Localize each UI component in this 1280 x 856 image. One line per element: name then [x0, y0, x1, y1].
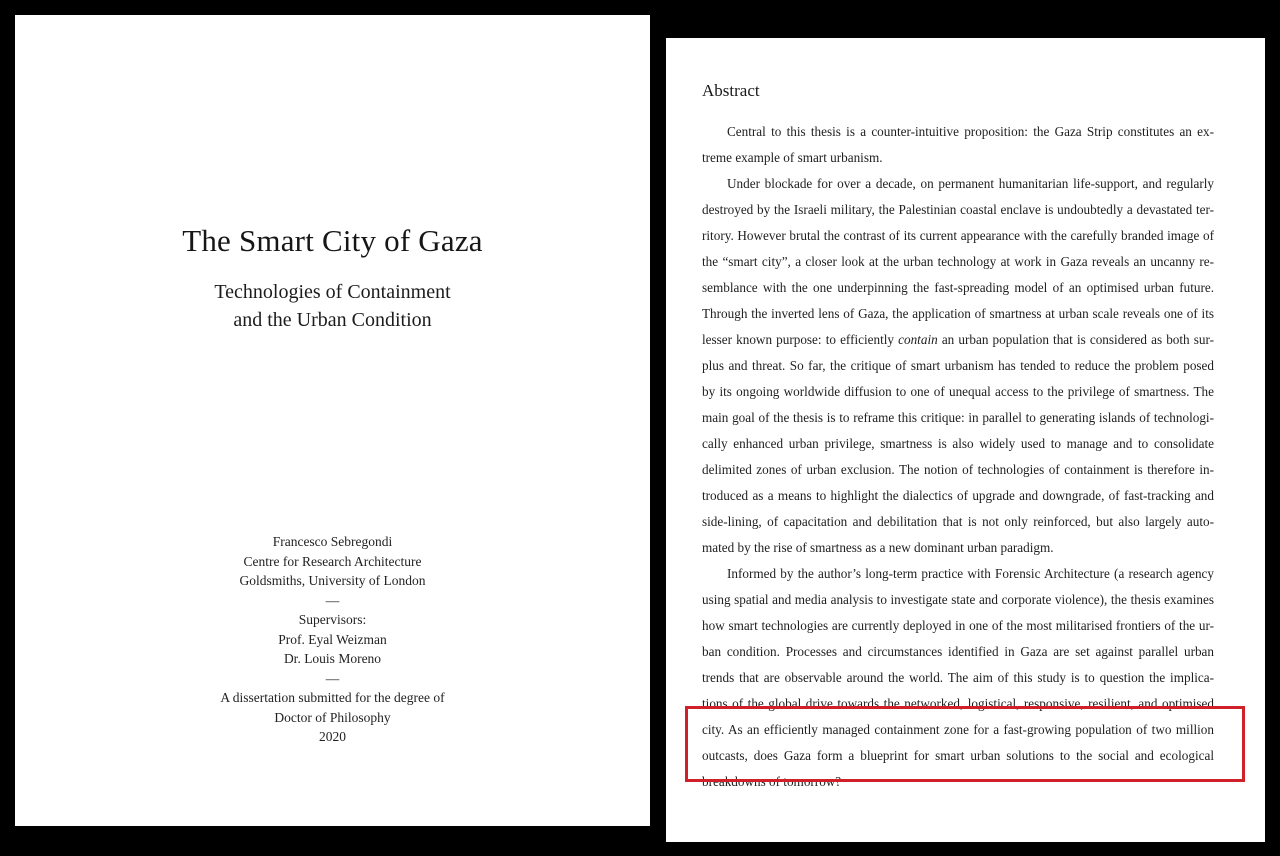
supervisor-1: Prof. Eyal Weizman	[278, 631, 387, 647]
abstract-line: troduced as a means to highlight the dialectics of upgrade and downgrade, of fast-tracking and	[702, 488, 1214, 503]
abstract-line: delimited zones of urban exclusion. The notion of technologies of containment is therefore in-	[702, 462, 1214, 477]
thesis-title: The Smart City of Gaza	[182, 223, 483, 258]
supervisors-label: Supervisors:	[298, 612, 367, 627]
supervisor-2: Dr. Louis Moreno	[283, 651, 382, 666]
abstract-line: tions of the global drive towards the networked, logistical, responsive, resilient, and optimised	[702, 696, 1214, 711]
highlight-box	[685, 706, 1245, 782]
separator: —	[325, 670, 340, 686]
abstract-line: main goal of the thesis is to reframe this critique: in parallel to generating islands of technologi-	[702, 410, 1214, 425]
abstract-line: ritory. However brutal the contrast of its current appearance with the carefully branded image of	[702, 228, 1214, 243]
abstract-line: semblance with the one underpinning the fast-spreading model of an optimised urban future.	[702, 280, 1214, 295]
abstract-text: an urban population that is considered as both sur-	[937, 332, 1215, 347]
abstract-heading: Abstract	[702, 81, 760, 100]
abstract-line: trends that are observable around the world. The aim of this study is to question the implica-	[702, 670, 1214, 685]
abstract-line: outcasts, does Gaza form a blueprint for smart urban solutions to the social and ecological	[702, 748, 1214, 763]
abstract-line: Under blockade for over a decade, on permanent humanitarian life-support, and regularly	[727, 176, 1214, 191]
abstract-body	[702, 119, 1214, 795]
abstract-line: breakdowns of tomorrow?	[702, 774, 842, 789]
subtitle-line-1: Technologies of Containment	[214, 281, 451, 303]
abstract-line: Through the inverted lens of Gaza, the application of smartness at urban scale reveals one of its	[702, 306, 1214, 321]
abstract-line: Central to this thesis is a counter-intuitive proposition: the Gaza Strip constitutes an ex-	[727, 124, 1214, 139]
abstract-line: city. As an efficiently managed containment zone for a fast-growing population of two million	[702, 722, 1214, 737]
degree-line-1: A dissertation submitted for the degree of	[220, 690, 445, 705]
thesis-metadata	[15, 532, 650, 747]
abstract-line: ban condition. Processes and circumstances identified in Gaza are set against parallel urban	[702, 644, 1214, 659]
author-name: Francesco Sebregondi	[272, 534, 393, 549]
institution: Goldsmiths, University of London	[239, 573, 426, 588]
abstract-line: using spatial and media analysis to investigate state and corporate violence), the thesis examines	[702, 592, 1214, 607]
year: 2020	[319, 729, 346, 744]
abstract-line: how smart technologies are currently deployed in one of the most militarised frontiers of the ur-	[702, 618, 1214, 633]
emphasis-contain: contain	[898, 332, 938, 347]
degree-line-2: Doctor of Philosophy	[274, 709, 391, 725]
separator: —	[325, 592, 340, 608]
abstract-line: cally enhanced urban privilege, smartness is also widely used to manage and to consolidate	[702, 436, 1214, 451]
abstract-line: the “smart city”, a closer look at the urban technology at work in Gaza reveals an uncanny re-	[702, 254, 1214, 269]
abstract-line: treme example of smart urbanism.	[702, 150, 883, 165]
abstract-line: mated by the rise of smartness as a new dominant urban paradigm.	[702, 540, 1054, 555]
title-page	[15, 15, 650, 826]
abstract-line: by its ongoing worldwide diffusion to one of unequal access to the privilege of smartness. The	[702, 384, 1214, 399]
abstract-line: destroyed by the Israeli military, the Palestinian coastal enclave is undoubtedly a devastated ter-	[702, 202, 1214, 217]
abstract-line: plus and threat. So far, the critique of smart urbanism has tended to reduce the problem posed	[702, 358, 1214, 373]
subtitle-line-2: and the Urban Condition	[233, 309, 432, 331]
abstract-line	[702, 327, 1214, 353]
department: Centre for Research Architecture	[243, 553, 422, 569]
thesis-subtitle	[15, 278, 650, 334]
abstract-line: side-lining, of capacitation and debilitation that is not only reinforced, but also largely auto-	[702, 514, 1214, 529]
abstract-line: Informed by the author’s long-term practice with Forensic Architecture (a research agency	[727, 566, 1214, 581]
abstract-page	[666, 38, 1265, 842]
abstract-text: lesser known purpose: to efficiently	[702, 332, 899, 347]
